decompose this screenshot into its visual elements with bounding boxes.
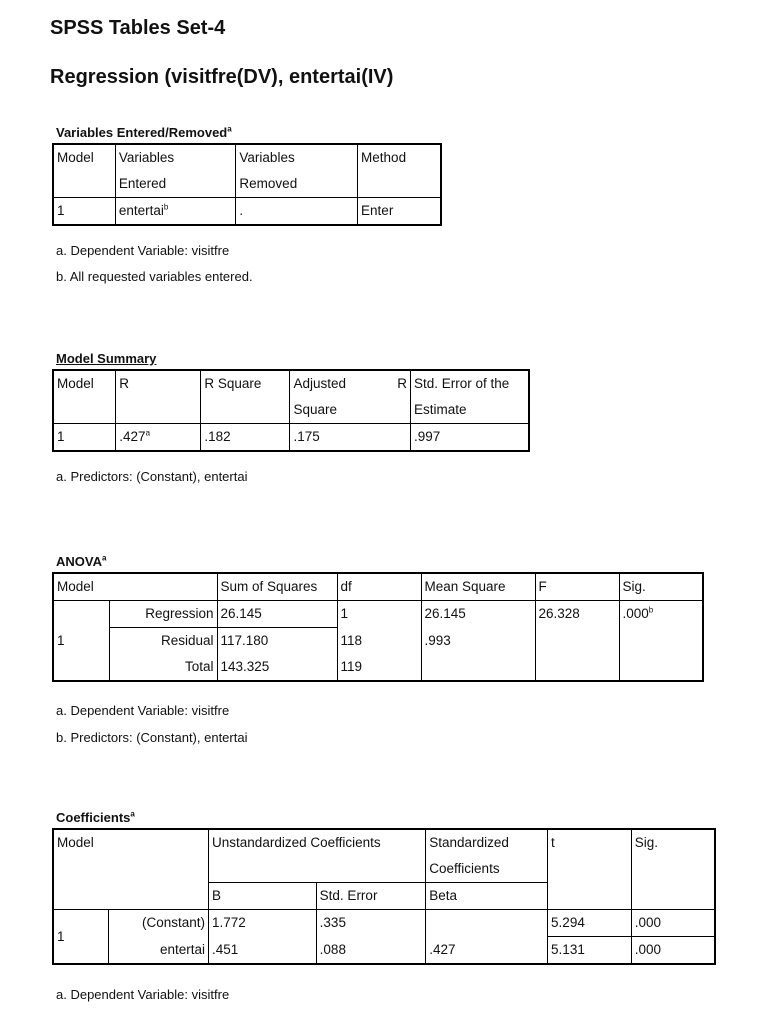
anova-note-a: a. Dependent Variable: visitfre — [56, 703, 230, 718]
cell-t: 5.294 — [548, 910, 632, 937]
header-std-error: Std. Error — [316, 883, 426, 910]
header-mean-square: Mean Square — [421, 573, 535, 601]
cell-ss: 143.325 — [217, 654, 337, 681]
entered-removed-caption: Variables Entered/Removed$^a$ — [56, 124, 232, 140]
cell-f — [535, 628, 619, 655]
header-beta: Beta — [426, 883, 548, 910]
cell-model: 1 — [53, 198, 115, 226]
cell-label: Total — [109, 654, 217, 681]
header-t: t — [548, 829, 632, 910]
cell-adj-r-square: .175 — [290, 424, 411, 452]
header-r-square: R Square — [201, 370, 290, 424]
cell-r: .427$^a$ — [116, 424, 201, 452]
header-model: Model — [53, 573, 217, 601]
cell-sig — [619, 628, 703, 655]
model-summary-caption: Model Summary — [56, 351, 157, 366]
cell-df: 118 — [337, 628, 421, 655]
cell-b: 1.772 — [209, 910, 317, 937]
page-title: SPSS Tables Set-4 — [50, 17, 226, 39]
anova-caption: ANOVA$^a$ — [56, 553, 107, 569]
cell-se: .088 — [316, 937, 426, 965]
coefficients-table — [52, 828, 716, 965]
entered-removed-note-a: a. Dependent Variable: visitfre — [56, 243, 230, 258]
header-standardized: Standardized Coefficients — [426, 829, 548, 883]
entered-removed-note-b: b. All requested variables entered. — [56, 269, 253, 284]
header-sum-of-squares: Sum of Squares — [217, 573, 337, 601]
cell-se: .335 — [316, 910, 426, 937]
cell-sig: .000$^b$ — [619, 601, 703, 628]
model-summary-note-a: a. Predictors: (Constant), entertai — [56, 469, 248, 484]
cell-label: (Constant) — [109, 910, 209, 937]
cell-sig: .000 — [631, 910, 715, 937]
table-row — [53, 654, 703, 681]
header-sig: Sig. — [631, 829, 715, 910]
header-variables-entered: Variables Entered — [115, 144, 236, 198]
header-model: Model — [53, 144, 115, 198]
header-variables-removed: Variables Removed — [236, 144, 358, 198]
header-method: Method — [358, 144, 441, 198]
cell-beta: .427 — [426, 937, 548, 965]
table-row — [53, 601, 703, 628]
page-subtitle: Regression (visitfre(DV), entertai(IV) — [50, 66, 394, 88]
cell-ss: 26.145 — [217, 601, 337, 628]
table-row — [53, 937, 715, 965]
cell-removed: . — [236, 198, 358, 226]
table-row — [53, 910, 715, 937]
table-row — [53, 628, 703, 655]
header-f: F — [535, 573, 619, 601]
cell-label: Residual — [109, 628, 217, 655]
cell-t: 5.131 — [548, 937, 632, 965]
header-b: B — [209, 883, 317, 910]
coefficients-note-a: a. Dependent Variable: visitfre — [56, 987, 230, 1002]
cell-sig — [619, 654, 703, 681]
header-unstandardized: Unstandardized Coefficients — [209, 829, 426, 883]
header-model: Model — [53, 370, 116, 424]
table-header-row — [53, 144, 441, 198]
anova-table — [52, 572, 704, 682]
coefficients-caption: Coefficients$^a$ — [56, 809, 135, 825]
cell-model: 1 — [53, 424, 116, 452]
cell-ss: 117.180 — [217, 628, 337, 655]
cell-b: .451 — [209, 937, 317, 965]
header-adjusted-r-square: Adjusted R Square — [290, 370, 411, 424]
table-header-row — [53, 573, 703, 601]
cell-label: entertai — [109, 937, 209, 965]
table-header-row — [53, 370, 529, 424]
cell-ms: .993 — [421, 628, 535, 655]
anova-note-b: b. Predictors: (Constant), entertai — [56, 730, 248, 745]
header-df: df — [337, 573, 421, 601]
header-std-error: Std. Error of the Estimate — [410, 370, 529, 424]
cell-ms — [421, 654, 535, 681]
cell-beta — [426, 910, 548, 937]
table-row — [53, 198, 441, 226]
header-sig: Sig. — [619, 573, 703, 601]
cell-f — [535, 654, 619, 681]
cell-df: 119 — [337, 654, 421, 681]
table-row — [53, 424, 529, 452]
cell-model: 1 — [53, 601, 109, 682]
cell-model: 1 — [53, 910, 109, 965]
table-header-row — [53, 829, 715, 883]
cell-df: 1 — [337, 601, 421, 628]
cell-std-error: .997 — [410, 424, 529, 452]
model-summary-table — [52, 369, 530, 452]
entered-removed-table — [52, 143, 442, 226]
cell-method: Enter — [358, 198, 441, 226]
cell-r-square: .182 — [201, 424, 290, 452]
header-model: Model — [53, 829, 209, 910]
header-r: R — [116, 370, 201, 424]
cell-sig: .000 — [631, 937, 715, 965]
cell-f: 26.328 — [535, 601, 619, 628]
cell-label: Regression — [109, 601, 217, 628]
cell-entered: entertai$^b$ — [115, 198, 236, 226]
cell-ms: 26.145 — [421, 601, 535, 628]
